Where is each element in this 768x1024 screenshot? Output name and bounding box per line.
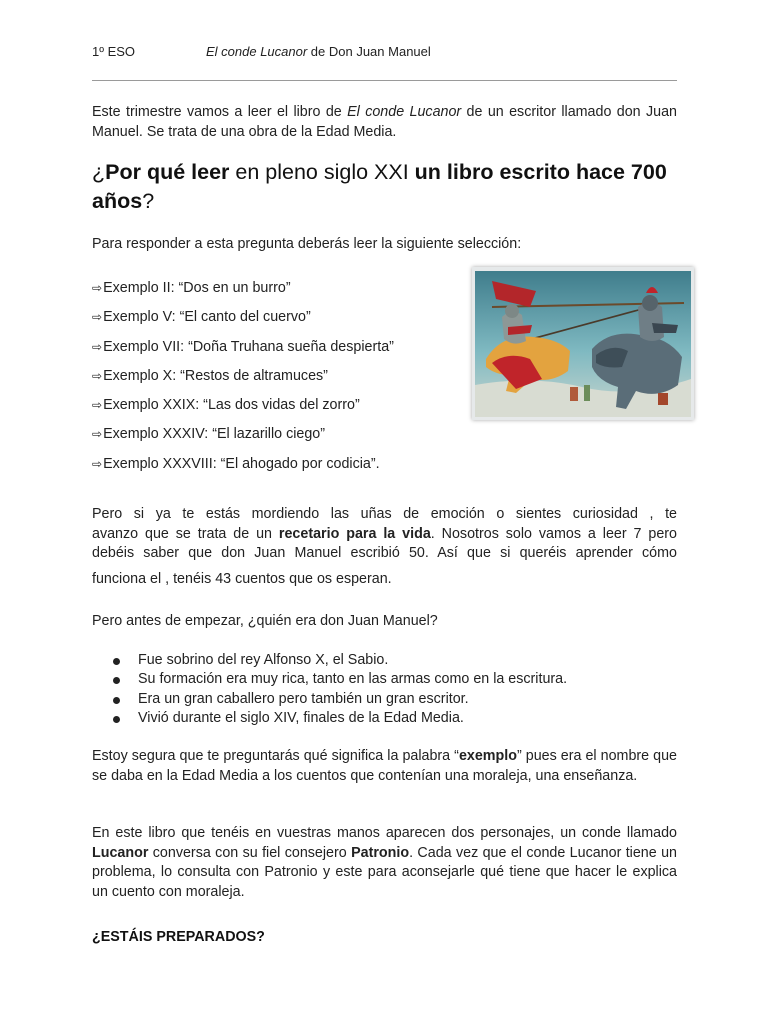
characters-paragraph xyxy=(92,824,677,902)
curiosity-line-3: debéis saber que don Juan Manuel escribió 50. Así que si queréis aprender cómo xyxy=(92,545,677,561)
bullet-icon xyxy=(113,677,120,684)
examples-list xyxy=(92,278,394,483)
fact-text: Vivió durante el siglo XIV, finales de la Edad Media. xyxy=(138,710,464,727)
example-title: Exemplo XXXIV: “El lazarillo ciego” xyxy=(103,426,326,443)
list-item xyxy=(110,651,567,670)
bullet-icon xyxy=(113,697,120,704)
curiosity-paragraph xyxy=(92,505,677,589)
arrow-icon: ⇨ xyxy=(92,427,103,442)
list-item xyxy=(92,278,394,307)
example-title: Exemplo X: “Restos de altramuces” xyxy=(103,367,328,384)
arrow-icon: ⇨ xyxy=(92,398,103,413)
intro-text-1: Este trimestre vamos a leer el libro de xyxy=(92,104,348,120)
fact-text: Era un gran caballero pero también un gran escritor. xyxy=(138,690,469,707)
exemplo-text-1: Estoy segura que te preguntarás qué significa la palabra “ xyxy=(92,748,459,764)
curiosity-line-2c: . Nosotros solo vamos a leer 7 pero xyxy=(430,525,678,542)
arrow-icon: ⇨ xyxy=(92,339,103,354)
list-item xyxy=(92,395,394,424)
selection-prompt: Para responder a esta pregunta deberás leer la siguiente selección: xyxy=(92,236,522,252)
ready-heading: ¿ESTÁIS PREPARADOS? xyxy=(92,929,265,945)
question-part-1: Por qué leer xyxy=(105,160,230,184)
list-item xyxy=(110,670,567,689)
curiosity-line-1: Pero si ya te estás mordiendo las uñas de emoción o sientes curiosidad , te xyxy=(92,506,677,522)
characters-text-1: En este libro que tenéis en vuestras manos aparecen dos personajes, un conde llamado xyxy=(92,825,677,841)
question-close-mark: ? xyxy=(142,189,155,213)
bullet-icon xyxy=(113,716,120,723)
intro-text-2: de un escritor llamado don Juan Manuel. Se trata de una obra de la Edad Media. xyxy=(92,104,677,140)
main-question-heading xyxy=(92,158,682,216)
curiosity-line-2 xyxy=(92,525,677,545)
character-patronio: Patronio xyxy=(351,844,410,861)
exemplo-word: exemplo xyxy=(458,748,517,764)
list-item xyxy=(92,337,394,366)
arrow-icon: ⇨ xyxy=(92,310,103,325)
header-book-author: de Don Juan Manuel xyxy=(307,44,431,59)
example-title: Exemplo V: “El canto del cuervo” xyxy=(103,309,311,326)
course-label: 1º ESO xyxy=(92,44,136,59)
who-was-heading: Pero antes de empezar, ¿quién era don Juan Manuel? xyxy=(92,613,438,629)
intro-book-title: El conde Lucanor xyxy=(347,104,462,120)
list-item xyxy=(110,709,567,728)
arrow-icon: ⇨ xyxy=(92,281,103,295)
facts-list xyxy=(110,651,567,729)
header-book-title xyxy=(206,44,431,59)
recipe-for-life-phrase: recetario para la vida xyxy=(278,525,431,542)
question-open-mark: ¿ xyxy=(92,160,106,184)
arrow-icon: ⇨ xyxy=(92,368,103,383)
jousting-knights-illustration xyxy=(472,267,694,420)
arrow-icon: ⇨ xyxy=(92,456,103,471)
characters-text-2: conversa con su fiel consejero xyxy=(148,844,352,861)
exemplo-paragraph xyxy=(92,747,677,786)
example-title: Exemplo VII: “Doña Truhana sueña despierta” xyxy=(103,338,394,355)
list-item xyxy=(92,454,394,483)
example-title: Exemplo XXXVIII: “El ahogado por codicia”. xyxy=(103,455,380,472)
example-title: Exemplo XXIX: “Las dos vidas del zorro” xyxy=(103,397,360,414)
bullet-icon xyxy=(113,658,120,665)
character-lucanor: Lucanor xyxy=(92,844,149,861)
exemplo-text-2: ” pues era el nombre que se daba en la Edad Media a los cuentos que contenían una moraleja, una enseñanza. xyxy=(92,748,677,784)
characters-text-3: . Cada vez que el conde Lucanor tiene un problema, lo consulta con Patronio y este para aconsejarle qué tiene que hacer le explica un cuento con moraleja. xyxy=(92,844,677,900)
intro-paragraph xyxy=(92,103,677,142)
question-part-2: en pleno siglo XXI xyxy=(229,160,415,184)
header-book-title-italic: El conde Lucanor xyxy=(206,44,308,59)
list-item xyxy=(110,690,567,709)
list-item xyxy=(92,307,394,336)
list-item xyxy=(92,424,394,453)
header-divider xyxy=(92,80,677,81)
example-title: Exemplo II: “Dos en un burro” xyxy=(103,280,291,296)
question-part-3: un libro escrito hace 700 años xyxy=(92,160,667,213)
fact-text: Su formación era muy rica, tanto en las armas como en la escritura. xyxy=(138,671,568,688)
list-item xyxy=(92,366,394,395)
curiosity-line-4: funciona el , tenéis 43 cuentos que os esperan. xyxy=(92,570,392,587)
curiosity-line-2a: avanzo que se trata de un xyxy=(92,525,279,542)
fact-text: Fue sobrino del rey Alfonso X, el Sabio. xyxy=(138,652,389,668)
